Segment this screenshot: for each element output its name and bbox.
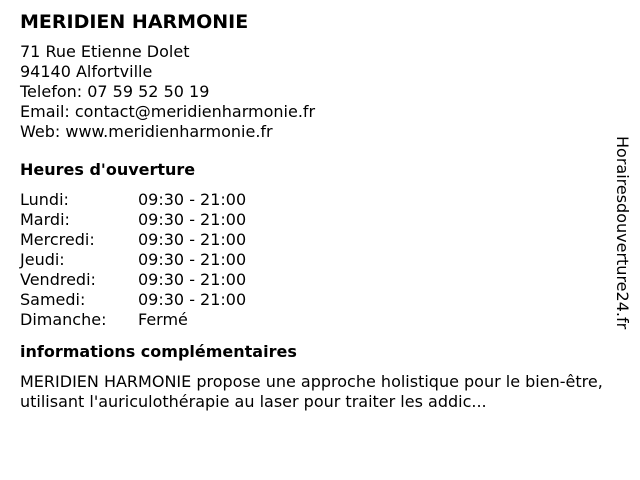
hours-row (20, 270, 610, 290)
hours-time: 09:30 - 21:00 (138, 250, 247, 269)
hours-time: 09:30 - 21:00 (138, 290, 247, 309)
website-line: Web: www.meridienharmonie.fr (20, 122, 273, 141)
business-description: MERIDIEN HARMONIE propose une approche holistique pour le bien-être, utilisant l'auriculothérapie au laser pour traiter les addic... (20, 372, 603, 411)
hours-row (20, 290, 610, 310)
hours-heading: Heures d'ouverture (20, 160, 196, 179)
business-name: MERIDIEN HARMONIE (20, 11, 249, 33)
phone-line: Telefon: 07 59 52 50 19 (20, 82, 210, 101)
street-address: 71 Rue Etienne Dolet (20, 42, 190, 61)
hours-row (20, 310, 610, 330)
hours-time: 09:30 - 21:00 (138, 190, 247, 209)
hours-row (20, 190, 610, 210)
hours-time: 09:30 - 21:00 (138, 210, 247, 229)
hours-row (20, 210, 610, 230)
hours-day: Dimanche: (20, 310, 107, 329)
hours-table (20, 190, 610, 330)
hours-day: Jeudi: (20, 250, 65, 269)
hours-row (20, 230, 610, 250)
postal-city: 94140 Alfortville (20, 62, 153, 81)
hours-time: Fermé (138, 310, 188, 329)
hours-row (20, 250, 610, 270)
hours-time: 09:30 - 21:00 (138, 270, 247, 289)
hours-time: 09:30 - 21:00 (138, 230, 247, 249)
hours-day: Mercredi: (20, 230, 95, 249)
info-heading: informations complémentaires (20, 342, 297, 361)
hours-day: Vendredi: (20, 270, 96, 289)
business-card (20, 10, 610, 412)
hours-day: Samedi: (20, 290, 86, 309)
email-line: Email: contact@meridienharmonie.fr (20, 102, 316, 121)
hours-day: Mardi: (20, 210, 70, 229)
hours-day: Lundi: (20, 190, 69, 209)
address-block (20, 42, 610, 142)
site-watermark: Horairesdouverture24.fr (613, 136, 632, 330)
